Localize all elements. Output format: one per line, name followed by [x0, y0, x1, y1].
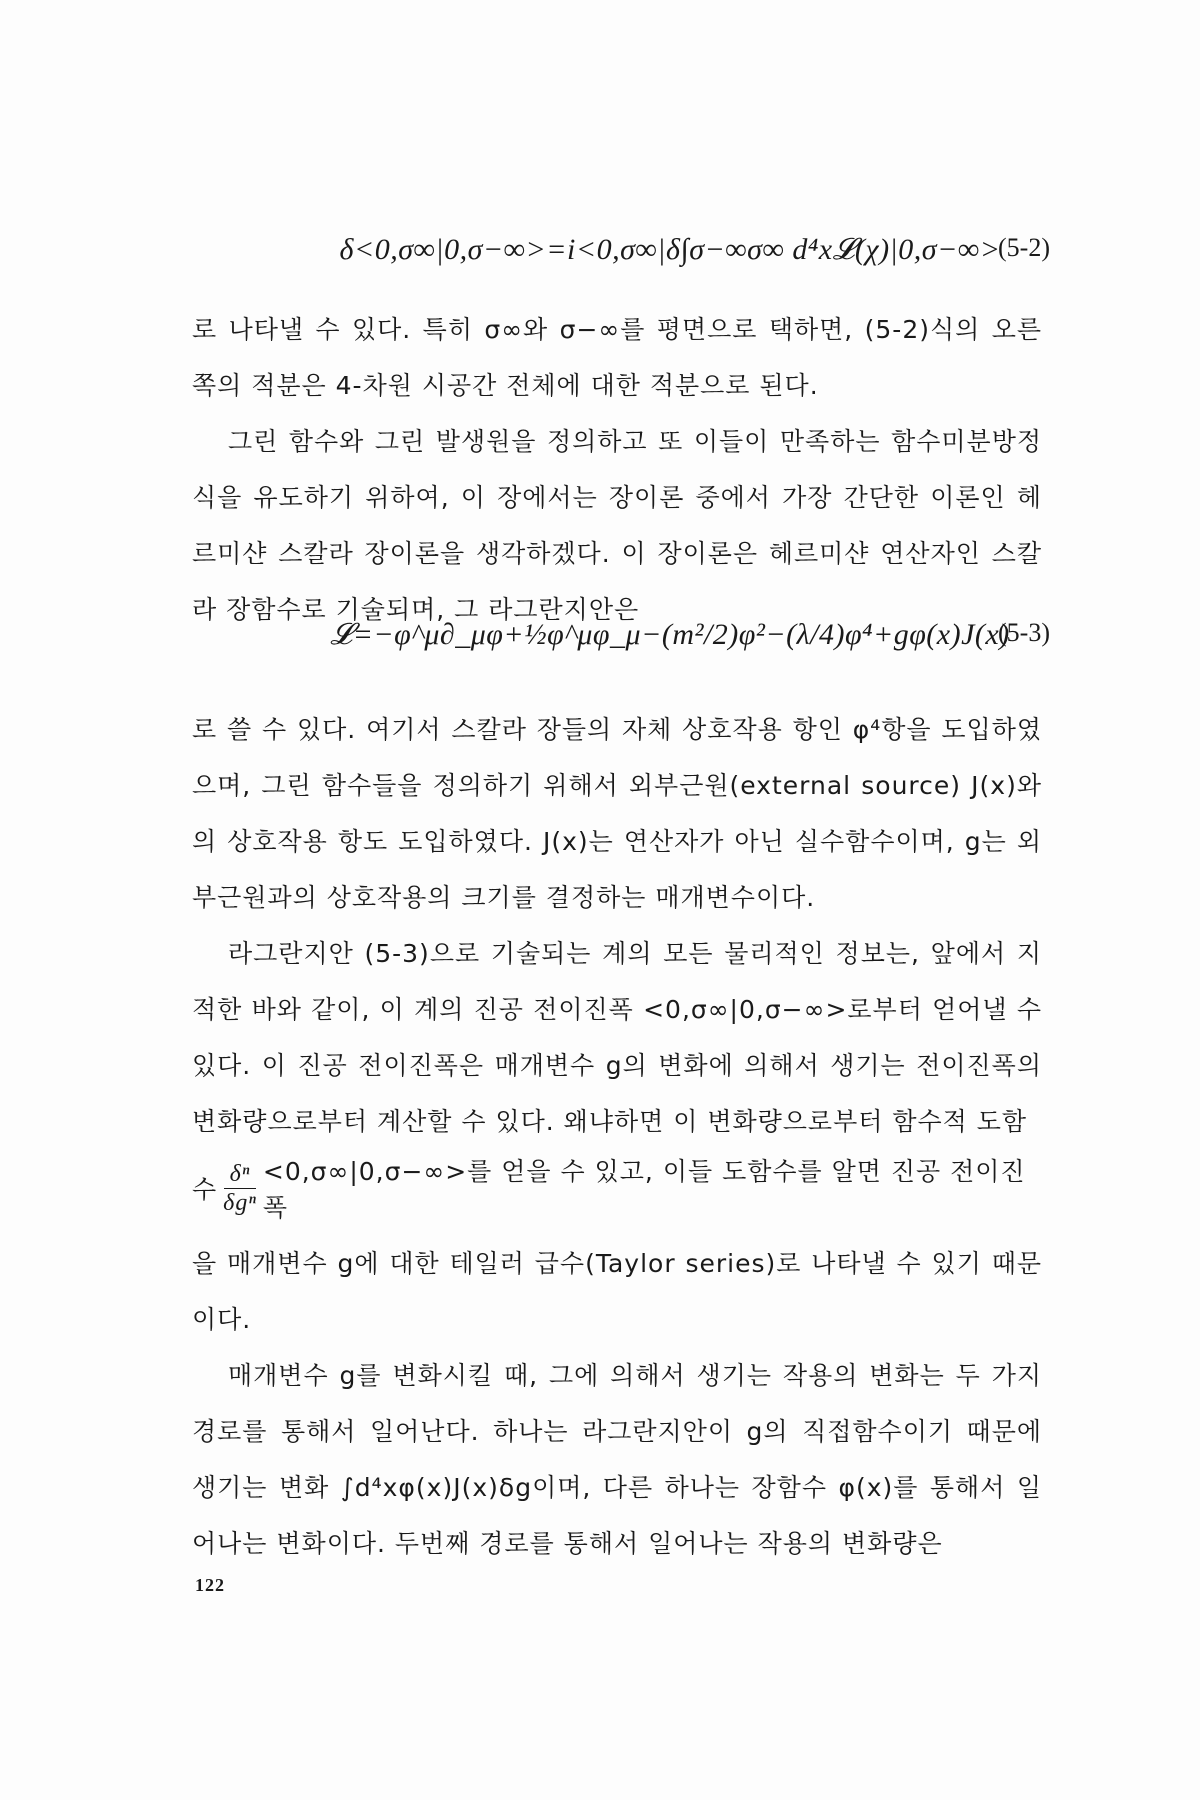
equation-formula: 𝓛=−φ^μ∂_μφ+½φ^μφ_μ−(m²/2)φ²−(λ/4)φ⁴+gφ(x)J(x)	[330, 618, 1010, 651]
page-number: 122	[195, 1575, 225, 1595]
fraction-numerator: δⁿ	[224, 1160, 257, 1189]
fraction-denominator: δgⁿ	[223, 1189, 257, 1216]
equation-5-2	[0, 205, 1200, 295]
paragraph: 을 매개변수 g에 대한 테일러 급수(Taylor series)로 나타낼 수 있기 때문이다.	[192, 1249, 1042, 1334]
derivative-suffix: <0,σ∞|0,σ−∞>를 얻을 수 있고, 이들 도함수를 알면 진공 전이진폭	[262, 1157, 1026, 1222]
equation-number: (5-3)	[998, 618, 1050, 647]
paragraph: 로 나타낼 수 있다. 특히 σ∞와 σ−∞를 평면으로 택하면, (5-2)식의 오른쪽의 적분은 4-차원 시공간 전체에 대한 적분으로 된다.	[192, 315, 1042, 400]
derivative-prefix: 수	[192, 1175, 218, 1204]
paragraph: 매개변수 g를 변화시킬 때, 그에 의해서 생기는 작용의 변화는 두 가지 경로를 통해서 일어난다. 하나는 라그란지안이 g의 직접함수이기 때문에 생기는 변화 ∫d⁴xφ(x)J(x)δg이며, 다른 하나는 장함수 φ(x)를 통해서 일어나는 변화이다. 두번째 경로를 통해서 일어나는 작용의 변화량은	[192, 1361, 1042, 1558]
functional-derivative-fraction	[223, 1160, 257, 1217]
equation-number: (5-2)	[998, 233, 1050, 262]
paragraph: 로 쓸 수 있다. 여기서 스칼라 장들의 자체 상호작용 항인 φ⁴항을 도입하였으며, 그린 함수들을 정의하기 위해서 외부근원(external source) J(x)와의 상호작용 항도 도입하였다. J(x)는 연산자가 아닌 실수함수이며, g는 외부근원과의 상호작용의 크기를 결정하는 매개변수이다.	[192, 715, 1042, 912]
paragraph: 그린 함수와 그린 발생원을 정의하고 또 이들이 만족하는 함수미분방정식을 유도하기 위하여, 이 장에서는 장이론 중에서 가장 간단한 이론인 헤르미샨 스칼라 장이론을 생각하겠다. 이 장이론은 헤르미샨 연산자인 스칼라 장함수로 기술되며, 그 라그란지안은	[192, 427, 1042, 624]
equation-5-3	[0, 590, 1200, 680]
paragraph: 라그란지안 (5-3)으로 기술되는 계의 모든 물리적인 정보는, 앞에서 지적한 바와 같이, 이 계의 진공 전이진폭 <0,σ∞|0,σ−∞>로부터 얻어낼 수 있다. 이 진공 전이진폭은 매개변수 g의 변화에 의해서 생기는 전이진폭의 변화량으로부터 계산할 수 있다. 왜냐하면 이 변화량으로부터 함수적 도함	[192, 939, 1042, 1136]
equation-formula: δ<0,σ∞|0,σ−∞>=i<0,σ∞|δ∫σ−∞σ∞ d⁴x𝓛(χ)|0,σ−∞>	[339, 233, 1001, 266]
derivative-line	[192, 1148, 1042, 1228]
